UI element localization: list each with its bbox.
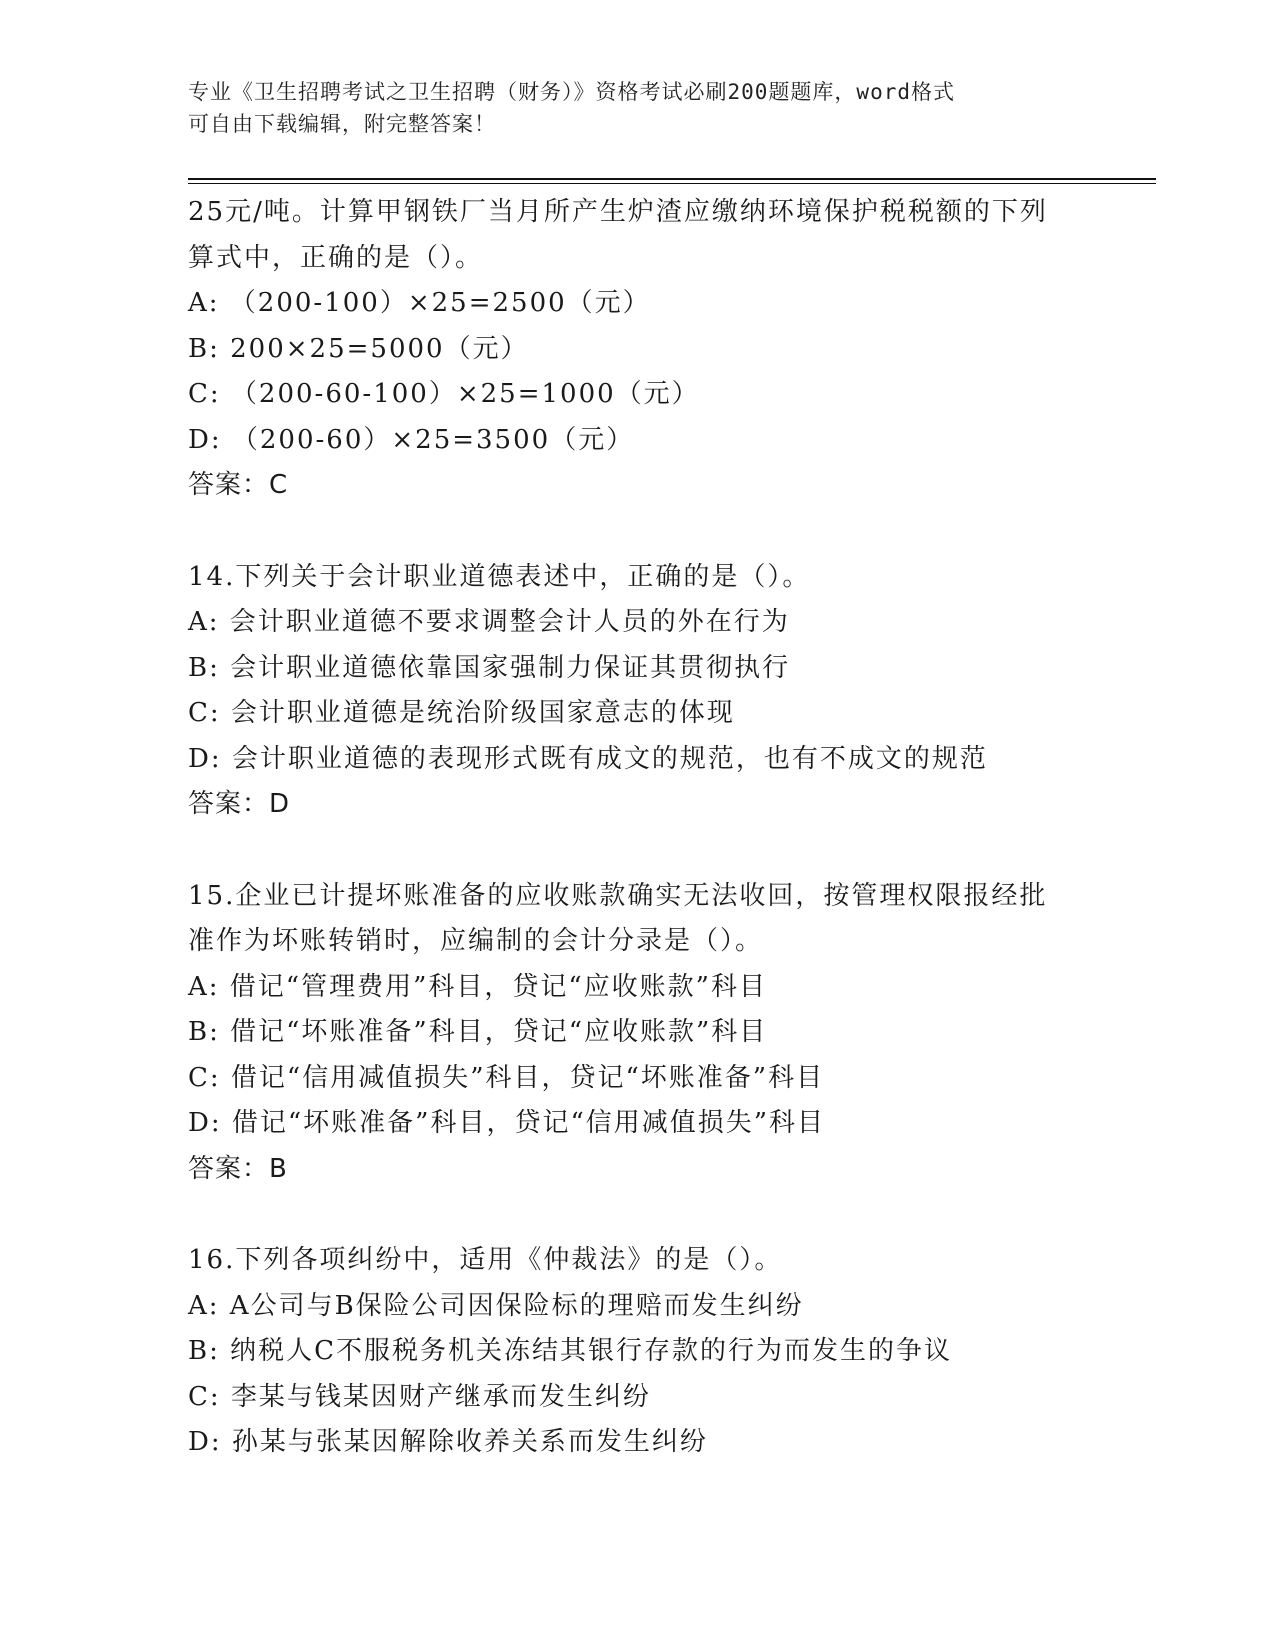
question-13 [188,190,1128,509]
document-header [188,76,1088,140]
question-16 [188,1238,1128,1466]
header-line-2: 可自由下载编辑，附完整答案！ [188,112,496,136]
question-stem: 14.下列关于会计职业道德表述中，正确的是（）。 [188,561,811,592]
header-rule-thick [188,178,1156,180]
option-a: A: （200-100）×25=2500（元） [188,288,651,318]
option-c: C: 李某与钱某因财产继承而发生纠纷 [188,1381,651,1412]
header-line-1: 专业《卫生招聘考试之卫生招聘（财务）》资格考试必刷200题题库，word格式 [188,80,955,104]
spacer [188,1192,1128,1238]
question-stem: 算式中，正确的是（）。 [188,242,484,273]
option-a: A: 会计职业道德不要求调整会计人员的外在行为 [188,607,790,637]
option-d: D: 借记“坏账准备”科目，贷记“信用减值损失”科目 [188,1108,826,1138]
answer-line: 答案：C [188,470,289,500]
question-15 [188,874,1128,1193]
question-stem: 16.下列各项纠纷中，适用《仲裁法》的是（）。 [188,1245,783,1275]
option-c: C: 借记“信用减值损失”科目，贷记“坏账准备”科目 [188,1062,825,1093]
option-b: B: 200×25=5000（元） [188,333,529,364]
option-b: B: 会计职业道德依靠国家强制力保证其贯彻执行 [188,652,791,683]
question-stem: 15.企业已计提坏账准备的应收账款确实无法收回，按管理权限报经批 [188,880,1048,911]
option-d: D: 会计职业道德的表现形式既有成文的规范，也有不成文的规范 [188,743,988,774]
question-14 [188,555,1128,828]
option-c: C: 会计职业道德是统治阶级国家意志的体现 [188,698,735,728]
question-stem: 25元/吨。计算甲钢铁厂当月所产生炉渣应缴纳环境保护税税额的下列 [188,197,1048,227]
option-a: A: 借记“管理费用”科目，贷记“应收账款”科目 [188,971,767,1002]
question-stem: 准作为坏账转销时，应编制的会计分录是（）。 [188,926,764,956]
question-list [188,190,1128,1466]
spacer [188,828,1128,874]
answer-line: 答案：D [188,789,291,819]
option-b: B: 纳税人C不服税务机关冻结其银行存款的行为而发生的争议 [188,1336,953,1366]
header-rule-thin [188,183,1156,184]
option-d: D: （200-60）×25=3500（元） [188,424,635,455]
answer-line: 答案：B [188,1153,288,1184]
spacer [188,509,1128,555]
option-a: A: A公司与B保险公司因保险标的理赔而发生纠纷 [188,1290,804,1321]
option-d: D: 孙某与张某因解除收养关系而发生纠纷 [188,1427,708,1457]
option-c: C: （200-60-100）×25=1000（元） [188,379,700,409]
option-b: B: 借记“坏账准备”科目，贷记“应收账款”科目 [188,1017,768,1047]
